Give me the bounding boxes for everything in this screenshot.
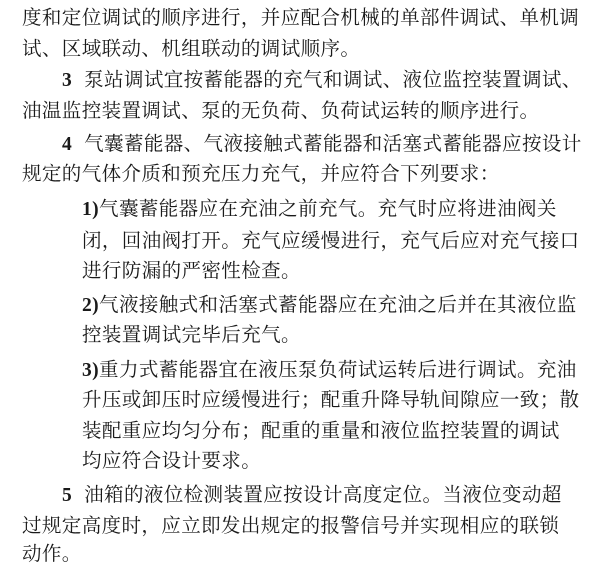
item-1-marker: 1) <box>82 199 100 220</box>
clause-5-text-1: 油箱的液位检测装置应按设计高度定位。当液位变动超 <box>84 483 562 506</box>
item-1-line-2: 闭，回油阀打开。充气应缓慢进行，充气后应对充气接口 <box>82 229 580 252</box>
intro-line-2: 试、区域联动、机组联动的调试顺序。 <box>22 37 361 60</box>
clause-3-line-1 <box>62 66 582 94</box>
item-2-line-1 <box>82 291 577 319</box>
item-3-text-1: 重力式蓄能器宜在液压泵负荷试运转后进行调试。充油 <box>99 358 577 381</box>
clause-5-line-1 <box>62 481 562 509</box>
item-1-text-1: 气囊蓄能器应在充油之前充气。充气时应将进油阀关 <box>99 197 557 220</box>
item-3-line-4: 均应符合设计要求。 <box>82 449 262 472</box>
item-2-line-2: 控装置调试完毕后充气。 <box>82 323 301 346</box>
item-3-marker: 3) <box>82 360 100 381</box>
clause-3-line-2: 油温监控装置调试、泵的无负荷、负荷试运转的顺序进行。 <box>22 99 540 122</box>
clause-5-line-2: 过规定高度时，应立即发出规定的报警信号并实现相应的联锁 <box>22 514 560 537</box>
item-2-text-1: 气液接触式和活塞式蓄能器应在充油之后并在其液位监 <box>99 293 577 316</box>
clause-4-number: 4 <box>62 134 73 155</box>
item-2-marker: 2) <box>82 295 100 316</box>
clause-4-line-1 <box>62 130 582 158</box>
item-3-line-1 <box>82 356 577 384</box>
clause-3-number: 3 <box>62 70 73 91</box>
clause-5-number: 5 <box>62 485 73 506</box>
item-3-line-3: 装配重应均匀分布；配重的重量和液位监控装置的调试 <box>82 419 560 442</box>
clause-3-text-1: 泵站调试宜按蓄能器的充气和调试、液位监控装置调试、 <box>84 68 582 91</box>
clause-4-line-2: 规定的气体介质和预充压力充气，并应符合下列要求： <box>22 162 500 185</box>
clause-4-text-1: 气囊蓄能器、气液接触式蓄能器和活塞式蓄能器应按设计 <box>84 132 582 155</box>
item-3-line-2: 升压或卸压时应缓慢进行；配重升降导轨间隙应一致；散 <box>82 388 580 411</box>
item-1-line-3: 进行防漏的严密性检查。 <box>82 259 301 282</box>
clause-5-line-3: 动作。 <box>22 542 82 565</box>
intro-line-1: 度和定位调试的顺序进行，并应配合机械的单部件调试、单机调 <box>22 6 580 29</box>
item-1-line-1 <box>82 195 557 223</box>
